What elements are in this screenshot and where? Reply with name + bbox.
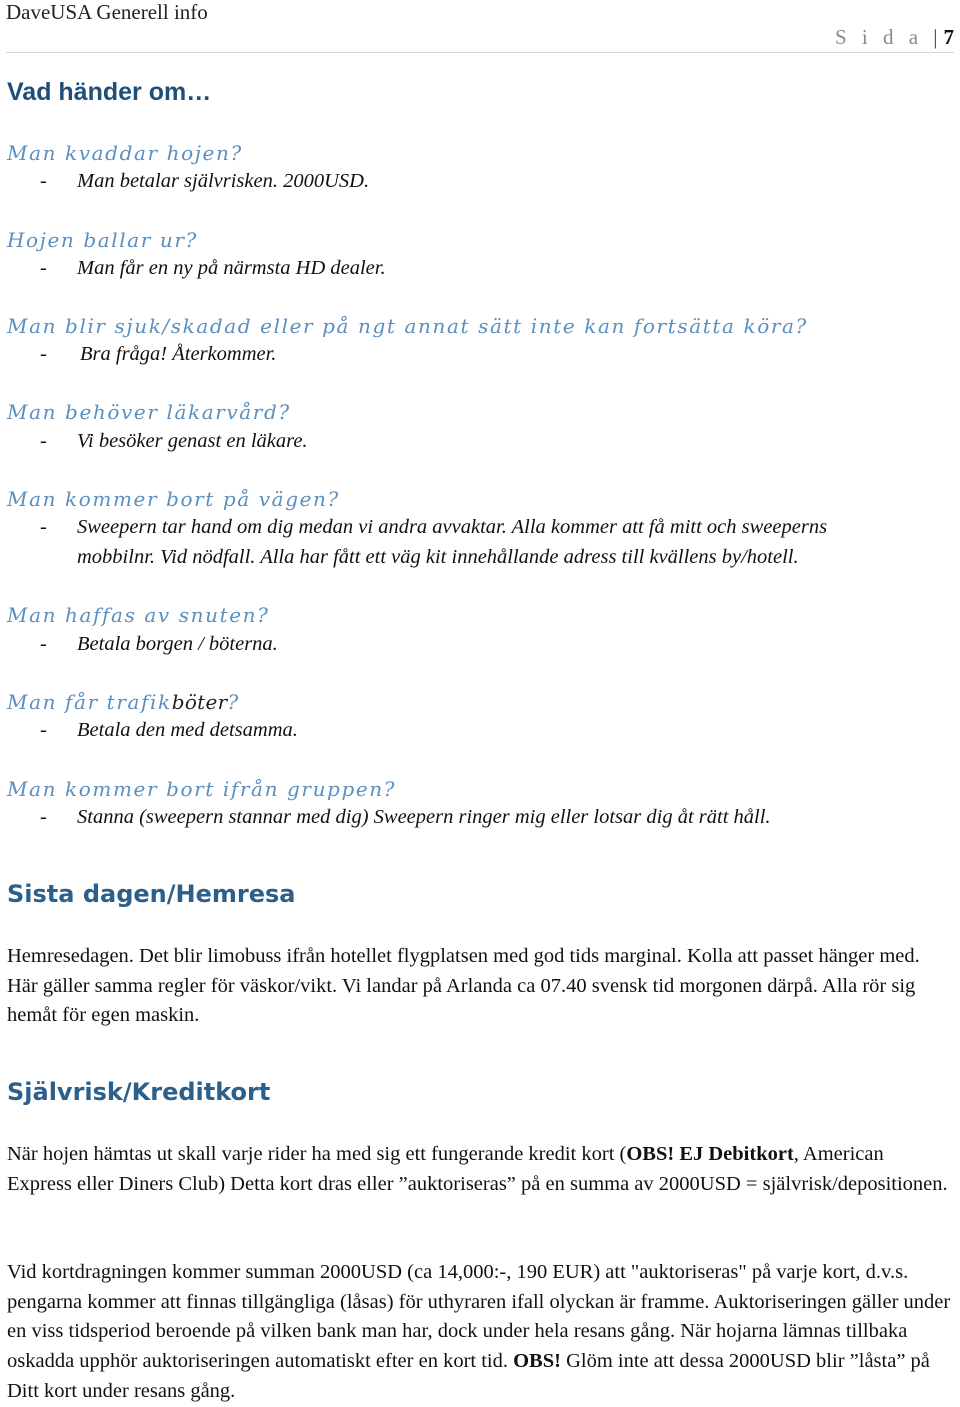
question-4: Man behöver läkarvård? — [7, 400, 291, 424]
paragraph-kreditkort-2: Vid kortdragningen kommer summan 2000USD (ca 14,000:-, 190 EUR) att "auktoriseras" på varje kort, d.v.s. pengarna kommer att finnas tillgängliga (låsas) för uthyraren ifall olyckan är framme. Auktoriseringen gäller under en viss tidsperiod beroende på vilken bank man har, dock under hela resans gång. När hojarna lämnas tillbaka oskadda upphör auktoriseringen automatiskt efter en kort tid. OBS! Glöm inte att dessa 2000USD blir ”låsta” på Ditt kort under resans gång. — [7, 1261, 951, 1402]
document-title: DaveUSA Generell info — [6, 0, 208, 24]
question-8: Man kommer bort ifrån gruppen? — [7, 777, 397, 801]
header-divider — [6, 52, 954, 53]
section-title-sjalvrisk: Självrisk/Kreditkort — [7, 1078, 271, 1106]
page-number-value: 7 — [943, 25, 954, 49]
question-6: Man haffas av snuten? — [7, 603, 270, 627]
paragraph-hemresa: Hemresedagen. Det blir limobuss ifrån hotellet flygplatsen med god tids marginal. Kolla att passet hänger med. Här gäller samma regler för väskor/vikt. Vi landar på Arlanda ca 07.40 svensk tid morgonen därpå. Alla rör sig hemåt för egen maskin. — [7, 945, 920, 1027]
section-title-sista-dagen: Sista dagen/Hemresa — [7, 880, 296, 908]
section-title-vad-hander-om: Vad händer om… — [7, 78, 212, 106]
question-3: Man blir sjuk/skadad eller på ngt annat sätt inte kan fortsätta köra? — [7, 314, 808, 338]
page-header — [0, 0, 960, 52]
paragraph-kreditkort-1: När hojen hämtas ut skall varje rider ha med sig ett fungerande kredit kort (OBS! EJ Debitkort, American Express eller Diners Club) Detta kort dras eller ”auktoriseras” på en summa av 2000USD = självrisk/depositionen. — [7, 1143, 948, 1195]
question-7: Man får trafikböter? — [7, 690, 240, 714]
page-number: S i d a | 7 — [834, 25, 954, 49]
question-5: Man kommer bort på vägen? — [7, 487, 340, 511]
page-label: S i d a — [834, 25, 924, 49]
question-1: Man kvaddar hojen? — [7, 141, 243, 165]
question-2: Hojen ballar ur? — [7, 228, 198, 252]
